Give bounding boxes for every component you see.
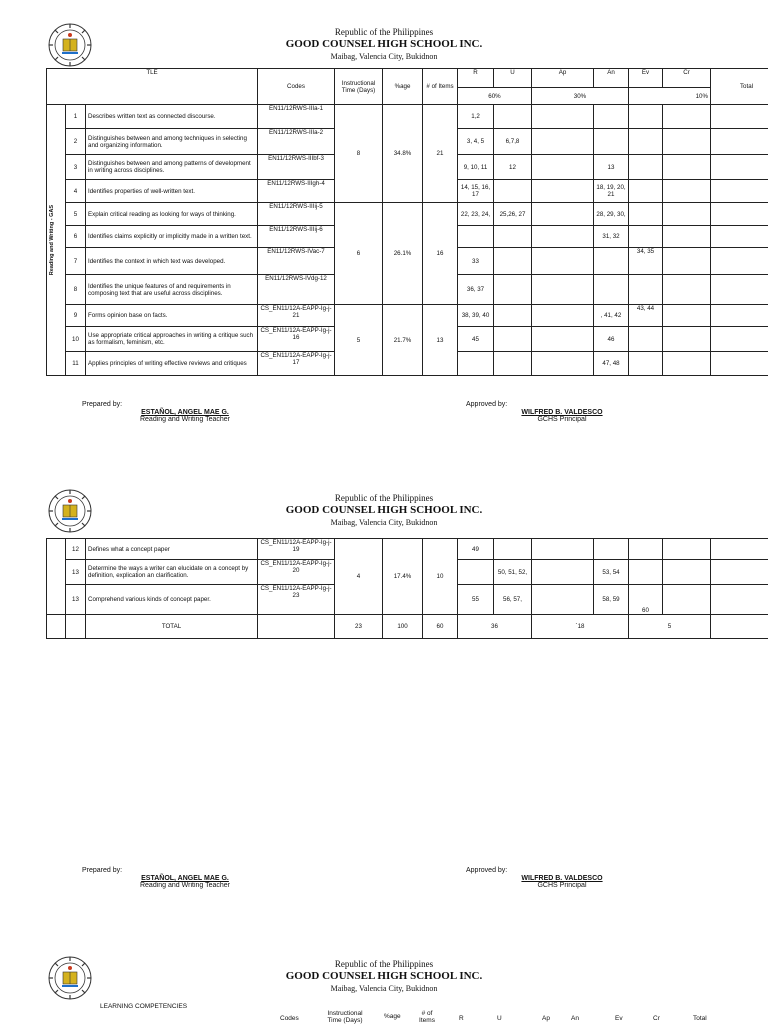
code: EN11/12RWS-IVdg-12 — [258, 275, 335, 305]
republic-line: Republic of the Philippines — [334, 493, 434, 503]
u-cell — [494, 352, 532, 376]
u-header: U — [494, 69, 532, 88]
competency: Comprehend various kinds of concept paper. — [86, 585, 258, 615]
row-number: 10 — [66, 327, 86, 352]
u-cell — [494, 248, 532, 275]
r-cell: 45 — [458, 327, 494, 352]
ap-header: Ap — [532, 69, 594, 88]
r-cell: 36, 37 — [458, 275, 494, 305]
ev-cell: 43, 44 — [629, 305, 663, 327]
total-evcr: 5 — [629, 615, 711, 639]
row-number: 3 — [66, 155, 86, 180]
code: CS_EN11/12A-EAPP-Ig-j-20 — [258, 560, 335, 585]
items-value: 21 — [423, 105, 458, 203]
r-cell: 22, 23, 24, — [458, 203, 494, 226]
r-cell: 14, 15, 16, 17 — [458, 180, 494, 203]
r-cell — [458, 226, 494, 248]
approved-by-label: Approved by: — [466, 867, 508, 874]
an-cell — [594, 248, 629, 275]
pct-value: 26.1% — [383, 203, 423, 305]
cr-header: Cr — [663, 69, 711, 88]
competency: Identifies the context in which text was developed. — [86, 248, 258, 275]
tos-table-page2 — [46, 538, 768, 639]
prepared-by-label: Prepared by: — [82, 867, 123, 874]
code: EN11/12RWS-IIIij-6 — [258, 226, 335, 248]
totals-row — [47, 615, 768, 639]
row-number: 13 — [66, 560, 86, 585]
u-cell: 12 — [494, 155, 532, 180]
code: EN11/12RWS-IIIij-5 — [258, 203, 335, 226]
republic-line: Republic of the Philippines — [334, 959, 434, 969]
codes-header: Codes — [258, 69, 335, 105]
ev-cell: 34, 35 — [629, 248, 663, 275]
an-cell — [594, 275, 629, 305]
table-row — [47, 105, 768, 129]
table-row — [47, 203, 768, 226]
school-address: Maibag, Valencia City, Bukidnon — [330, 52, 438, 61]
competency: Forms opinion base on facts. — [86, 305, 258, 327]
row-number: 13 — [66, 585, 86, 615]
competency: Distinguishes between and among techniques in selecting and organizing information. — [86, 129, 258, 155]
school-address: Maibag, Valencia City, Bukidnon — [330, 518, 438, 527]
cr-header: Cr — [653, 1015, 660, 1022]
time-value: 8 — [335, 105, 383, 203]
items-header: # of Items — [419, 1010, 435, 1024]
approver-title: GCHS Principal — [537, 882, 587, 889]
an-cell: 58, 59 — [594, 585, 629, 615]
total-pct: 100 — [383, 615, 423, 639]
row-number: 1 — [66, 105, 86, 129]
r-cell: 49 — [458, 539, 494, 560]
u-cell — [494, 180, 532, 203]
an-header: An — [571, 1015, 579, 1022]
subject-label: Reading and Writing - GAS — [49, 204, 55, 276]
school-name: GOOD COUNSEL HIGH SCHOOL INC. — [285, 504, 483, 516]
time-value: 5 — [335, 305, 383, 376]
row-number: 12 — [66, 539, 86, 560]
u-cell: 50, 51, 52, — [494, 560, 532, 585]
an-cell: 31, 32 — [594, 226, 629, 248]
u-cell: 25,26, 27 — [494, 203, 532, 226]
items-header: # of Items — [423, 69, 458, 105]
r-cell: 33 — [458, 248, 494, 275]
an-cell: 47, 48 — [594, 352, 629, 376]
table-row — [47, 539, 768, 560]
competency: Determine the ways a writer can elucidate on a concept by definition, explication an clarification. — [86, 560, 258, 585]
u-cell — [494, 327, 532, 352]
pct10-header: 10% — [629, 88, 711, 105]
tle-header: TLE — [47, 69, 258, 105]
approver-title: GCHS Principal — [537, 416, 587, 423]
total-items: 60 — [423, 615, 458, 639]
u-header: U — [497, 1015, 502, 1022]
preparer-name: ESTAÑOL, ANGEL MAE G. — [141, 875, 229, 882]
competency: Describes written text as connected discourse. — [86, 105, 258, 129]
pct-header: %age — [384, 1013, 401, 1020]
competency: Applies principles of writing effective reviews and critiques — [86, 352, 258, 376]
u-cell — [494, 305, 532, 327]
row-number: 2 — [66, 129, 86, 155]
u-cell: 6,7,8 — [494, 129, 532, 155]
total-header: Total — [711, 69, 768, 105]
items-value: 16 — [423, 203, 458, 305]
r-cell — [458, 352, 494, 376]
ev-header: Ev — [629, 69, 663, 88]
pct-value: 34.8% — [383, 105, 423, 203]
learning-competencies-header: LEARNING COMPETENCIES — [100, 1003, 188, 1010]
code: EN11/12RWS-IVac-7 — [258, 248, 335, 275]
r-cell — [458, 560, 494, 585]
time-value: 4 — [335, 539, 383, 615]
code: CS_EN11/12A-EAPP-Ig-j-23 — [258, 585, 335, 615]
total-apan: `18 — [532, 615, 629, 639]
row-number: 4 — [66, 180, 86, 203]
code: CS_EN11/12A-EAPP-Ig-j-19 — [258, 539, 335, 560]
row-number: 11 — [66, 352, 86, 376]
row-number: 7 — [66, 248, 86, 275]
republic-line: Republic of the Philippines — [334, 27, 434, 37]
an-cell: , 41, 42 — [594, 305, 629, 327]
pct-value: 17.4% — [383, 539, 423, 615]
row-number: 9 — [66, 305, 86, 327]
u-cell — [494, 539, 532, 560]
ev-header: Ev — [615, 1015, 623, 1022]
pct-value: 21.7% — [383, 305, 423, 376]
competency: Distinguishes between and among patterns of development in writing across disciplines. — [86, 155, 258, 180]
row-number: 6 — [66, 226, 86, 248]
r-cell: 1,2 — [458, 105, 494, 129]
pct-header: %age — [383, 69, 423, 105]
competency: Explain critical reading as looking for ways of thinking. — [86, 203, 258, 226]
an-cell: 18, 19, 20, 21 — [594, 180, 629, 203]
an-cell — [594, 539, 629, 560]
r-cell: 9, 10, 11 — [458, 155, 494, 180]
an-cell — [594, 129, 629, 155]
items-value: 10 — [423, 539, 458, 615]
r-header: R — [459, 1015, 464, 1022]
codes-header: Codes — [280, 1015, 299, 1022]
competency: Identifies the unique features of and requirements in composing text that are useful across disciplines. — [86, 275, 258, 305]
ev-cell: 60 — [629, 585, 663, 615]
preparer-name: ESTAÑOL, ANGEL MAE G. — [141, 409, 229, 416]
an-cell: 46 — [594, 327, 629, 352]
r-cell: 38, 39, 40 — [458, 305, 494, 327]
total-header: Total — [693, 1015, 707, 1022]
ap-header: Ap — [542, 1015, 550, 1022]
pct60-header: 60% — [458, 88, 532, 105]
totals-label: TOTAL — [86, 615, 258, 639]
time-value: 6 — [335, 203, 383, 305]
u-cell — [494, 226, 532, 248]
school-name: GOOD COUNSEL HIGH SCHOOL INC. — [285, 38, 483, 50]
u-cell — [494, 275, 532, 305]
an-cell: 28, 29, 30, — [594, 203, 629, 226]
table-row — [47, 305, 768, 327]
preparer-title: Reading and Writing Teacher — [139, 416, 231, 423]
an-header: An — [594, 69, 629, 88]
competency: Use appropriate critical approaches in writing a critique such as formalism, feminism, etc. — [86, 327, 258, 352]
approver-name: WILFRED B. VALDESCO — [521, 409, 603, 416]
school-name: GOOD COUNSEL HIGH SCHOOL INC. — [285, 970, 483, 982]
time-header: Instructional Time (Days) — [327, 1010, 363, 1024]
u-cell — [494, 105, 532, 129]
code: EN11/12RWS-IIIa-1 — [258, 105, 335, 129]
approver-name: WILFRED B. VALDESCO — [521, 875, 603, 882]
row-number: 8 — [66, 275, 86, 305]
r-header: R — [458, 69, 494, 88]
code: CS_EN11/12A-EAPP-Ig-j-16 — [258, 327, 335, 352]
r-cell: 55 — [458, 585, 494, 615]
code: EN11/12RWS-IIIbf-3 — [258, 155, 335, 180]
code: EN11/12RWS-IIIa-2 — [258, 129, 335, 155]
competency: Identifies properties of well-written text. — [86, 180, 258, 203]
an-cell: 53, 54 — [594, 560, 629, 585]
school-address: Maibag, Valencia City, Bukidnon — [330, 984, 438, 993]
total-time: 23 — [335, 615, 383, 639]
tos-table-page1 — [46, 68, 768, 376]
prepared-by-label: Prepared by: — [82, 401, 123, 408]
code: CS_EN11/12A-EAPP-Ig-j-21 — [258, 305, 335, 327]
total-ru: 36 — [458, 615, 532, 639]
items-value: 13 — [423, 305, 458, 376]
approved-by-label: Approved by: — [466, 401, 508, 408]
code: EN11/12RWS-IIIgh-4 — [258, 180, 335, 203]
an-cell: 13 — [594, 155, 629, 180]
code: CS_EN11/12A-EAPP-Ig-j-17 — [258, 352, 335, 376]
an-cell — [594, 105, 629, 129]
preparer-title: Reading and Writing Teacher — [139, 882, 231, 889]
u-cell: 56, 57, — [494, 585, 532, 615]
time-header: Instructional Time (Days) — [335, 69, 383, 105]
competency: Identifies claims explicitly or implicitly made in a written text. — [86, 226, 258, 248]
pct30-header: 30% — [532, 88, 629, 105]
competency: Defines what a concept paper — [86, 539, 258, 560]
row-number: 5 — [66, 203, 86, 226]
r-cell: 3, 4, 5 — [458, 129, 494, 155]
